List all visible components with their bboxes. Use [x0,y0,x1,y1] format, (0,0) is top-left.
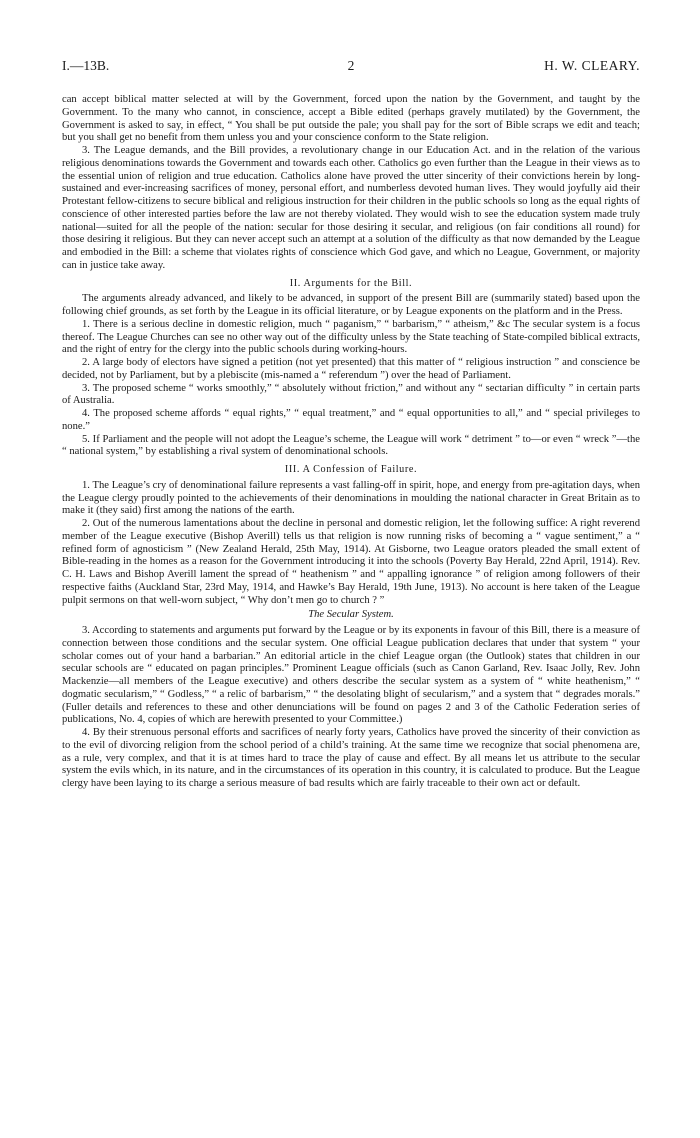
list-item: 1. The League’s cry of denominational failure represents a vast falling-off in spirit, hope, and energy from pre-agitation days, when the League clergy proudly pointed to the achievements of their denominations in moulding the national character in Great Britain as to make it (they said) first among the nations of the earth. [62,479,640,517]
paragraph: can accept biblical matter selected at will by the Government, forced upon the nation by the Government, and taught by the Government. To the many who cannot, in conscience, accept a Bible edited (perhaps gravely mutilated) by the Government, the Government is asked to say, in effect, “ You shall be put outside the pale; you shall pay for the sort of Bible scraps we edit and teach; but you shall get no benefit from them unless you and your conscience conform to the State religion. [62,94,640,144]
list-item: 2. A large body of electors have signed a petition (not yet presented) that this matter of “ religious instruction ” and conscience be decided, not by Parliament, but by a plebiscite (mis-named a “ referendum ”) over the head of Parliament. [62,357,640,381]
section-heading: II. Arguments for the Bill. [289,277,413,289]
list-item: 5. If Parliament and the people will not adopt the League’s scheme, the League will work “ detriment ” to—or even “ wreck ”—the “ national system,” by establishing a rival system of denominational schools. [62,433,640,458]
page-number: 2 [347,58,355,73]
subsection-heading: The Secular System. [308,609,394,621]
list-item: 4. By their strenuous personal efforts and sacrifices of nearly forty years, Catholics have proved the sincerity of their conviction as to the evil of divorcing religion from the school period of a child’s training. At the same time we recognize that social phenomena are, as a rule, very complex, and that it is at times hard to trace the play of cause and effect. By all means let us attribute to the secular system the evils which, in its nature, and in the circumstances of its operation in this country, it is calculated to produce. But the League clergy have been laying to its charge a serious measure of bad results which are fairly traceable to their own act or default. [62,727,640,789]
author-name: H. W. CLEARY. [544,58,640,73]
paragraph: 3. The League demands, and the Bill provides, a revolutionary change in our Education Act. and in the relation of the various religious denominations towards the Government and towards each other. Catholics go even further than the League in their views as to the essential union of religion and true education. Catholics alone have proved the utter sincerity of their convictions herein by long-sustained and ever-increasing sacrifices of money, personal effort, and numberless devoted human lives. They would joyfully aid their Protestant fellow-citizens to secure biblical and religious instruction for their children in the public schools so long as the equal rights of conscience of other interested parties before the law are not thereby violated. They would wish to see the education system made truly national—suited for all the people of the nation: secular for those desiring it secular, and religious (on fair conditions all round) for those desiring it religious. But they can never accept such an attempt at a solution of the difficulty as that now demanded by the League and embodied in the Bill: a scheme that violates rights of conscience which God gave, and which no League, Government, or majority can in justice take away. [62,145,640,271]
list-item: 2. Out of the numerous lamentations about the decline in personal and domestic religion, let the following suffice: A right reverend member of the League executive (Bishop Averill) tells us that religion is now running risks of becoming a “ vague sentiment,” a “ refined form of agnosticism ” (New Zealand Herald, 25th May, 1914). At Gisborne, two League orators pleaded the small extent of Bible-reading in the homes as a reason for the Government introducing it into the schools (Poverty Bay Herald, 22nd April, 1914). Rev. C. H. Laws and Bishop Averill lament the spread of “ heathenism ” and “ appalling ignorance ” of religion among followers of their respective faiths (Auckland Star, 23rd May, 1914, and Hawke’s Bay Herald, 19th June, 1913). No account is here taken of the League pulpit sermons on that well-worn subject, “ Why don’t men go to church ? ” [62,518,640,606]
list-item: 4. The proposed scheme affords “ equal rights,” “ equal treatment,” and “ equal opportunities to all,” and “ special privileges to none.” [62,408,640,432]
paragraph: The arguments already advanced, and likely to be advanced, in support of the present Bill are (summarily stated) based upon the following chief grounds, as set forth by the League in its official literature, or by League exponents on the platform and in the Press. [62,293,640,317]
document-body [62,94,640,791]
document-reference: I.—13B. [62,58,110,73]
list-item: 3. According to statements and arguments put forward by the League or by its exponents in favour of this Bill, there is a measure of connection between those conditions and the secular system. One official League publication declares that under that system “ your scholar comes out of your hand a barbarian.” An editorial article in the chief League organ (the Outlook) states that children in our secular schools are “ educated on pagan principles.” Prominent League officials (such as Canon Garland, Rev. Isaac Jolly, Rev. John Mackenzie—all members of the League executive) and others describe the secular system as a system of “ white heathenism,” “ dogmatic secularism,” “ Godless,” “ a relic of barbarism,” “ the desolating blight of secularism,” and a system that “ degrades morals.” (Fuller details and references to these and other denunciations will be found on pages 2 and 3 of the Catholic Federation series of publications, No. 4, copies of which are herewith presented to your Committee.) [62,625,640,726]
document-page [62,58,640,791]
section-heading: III. A Confession of Failure. [284,464,418,475]
page-header [62,58,640,80]
list-item: 3. The proposed scheme “ works smoothly,” “ absolutely without friction,” and without any “ sectarian difficulty ” in certain parts of Australia. [62,382,640,407]
list-item: 1. There is a serious decline in domestic religion, much “ paganism,” “ barbarism,” “ atheism,” &c The secular system is a focus thereof. The League Churches can see no other way out of the difficulty unless by the State teaching of State-compiled biblical extracts, and the right of entry for the clergy into the public schools during working-hours. [62,318,640,356]
